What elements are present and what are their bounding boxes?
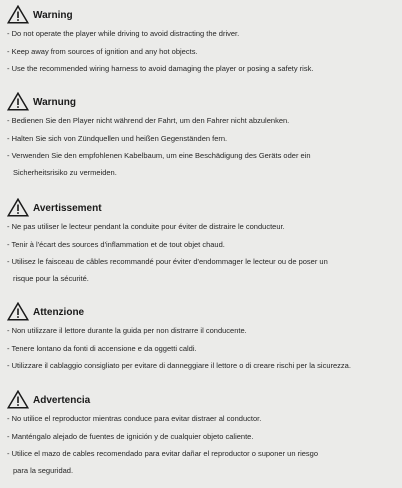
section-warnung [7, 92, 397, 186]
list-item-text: - Utilisez le faisceau de câbles recommandé pour éviter d'endommager le lecteur ou de poser un [7, 257, 328, 266]
list-item: - Tenere lontano da fonti di accensione e da oggetti caldi. [7, 343, 197, 353]
section-warning [7, 5, 397, 82]
list-item-text: - Verwenden Sie den empfohlenen Kabelbaum, um eine Beschädigung des Geräts oder ein [7, 151, 311, 160]
warning-triangle-icon [7, 198, 29, 217]
list-item: - Utilizzare il cablaggio consigliato per evitare di danneggiare il lettore o di creare rischi per la sicurezza. [7, 361, 351, 370]
list-item [7, 449, 397, 475]
list-item-continuation: risque pour la sécurité. [13, 274, 89, 283]
section-heading [7, 302, 397, 322]
list-item: - Bedienen Sie den Player nicht während der Fahrt, um den Fahrer nicht abzulenken. [7, 116, 290, 125]
warning-triangle-icon [7, 390, 29, 409]
section-avertissement [7, 198, 397, 292]
heading-text: Attenzione [33, 307, 85, 318]
list-item: - Non utilizzare il lettore durante la guida per non distrarre il conducente. [7, 326, 247, 335]
section-heading [7, 390, 397, 410]
warning-triangle-icon [7, 92, 29, 111]
list-item: - Use the recommended wiring harness to avoid damaging the player or posing a safety risk. [7, 64, 314, 73]
heading-text: Warning [33, 10, 73, 21]
section-attenzione [7, 302, 397, 379]
heading-text: Avertissement [33, 203, 102, 214]
list-item: - Tenir à l'écart des sources d'inflammation et de tout objet chaud. [7, 239, 225, 249]
list-item: - No utilice el reproductor mientras conduce para evitar distraer al conductor. [7, 414, 262, 423]
item-list [7, 29, 397, 73]
list-item: - Manténgalo alejado de fuentes de ignición y de cualquier objeto caliente. [7, 431, 254, 441]
item-list [7, 326, 397, 370]
list-item-text: - Utilice el mazo de cables recomendado para evitar dañar el reproductor o suponer un riesgo [7, 449, 319, 458]
section-heading [7, 5, 397, 25]
item-list [7, 222, 397, 283]
list-item-continuation: para la seguridad. [13, 466, 74, 475]
heading-text: Warnung [33, 97, 76, 108]
list-item: - Halten Sie sich von Zündquellen und heißen Gegenständen fern. [7, 133, 228, 143]
list-item [7, 151, 397, 177]
section-heading [7, 92, 397, 112]
list-item [7, 257, 397, 283]
list-item: - Do not operate the player while driving to avoid distracting the driver. [7, 29, 240, 38]
warning-triangle-icon [7, 302, 29, 321]
section-heading [7, 198, 397, 218]
item-list [7, 414, 397, 475]
item-list [7, 116, 397, 177]
list-item: - Ne pas utiliser le lecteur pendant la conduite pour éviter de distraire le conducteur. [7, 222, 285, 231]
section-advertencia [7, 390, 397, 484]
heading-text: Advertencia [33, 395, 91, 406]
list-item-continuation: Sicherheitsrisiko zu vermeiden. [13, 168, 117, 177]
warning-triangle-icon [7, 5, 29, 24]
list-item: - Keep away from sources of ignition and any hot objects. [7, 46, 198, 56]
